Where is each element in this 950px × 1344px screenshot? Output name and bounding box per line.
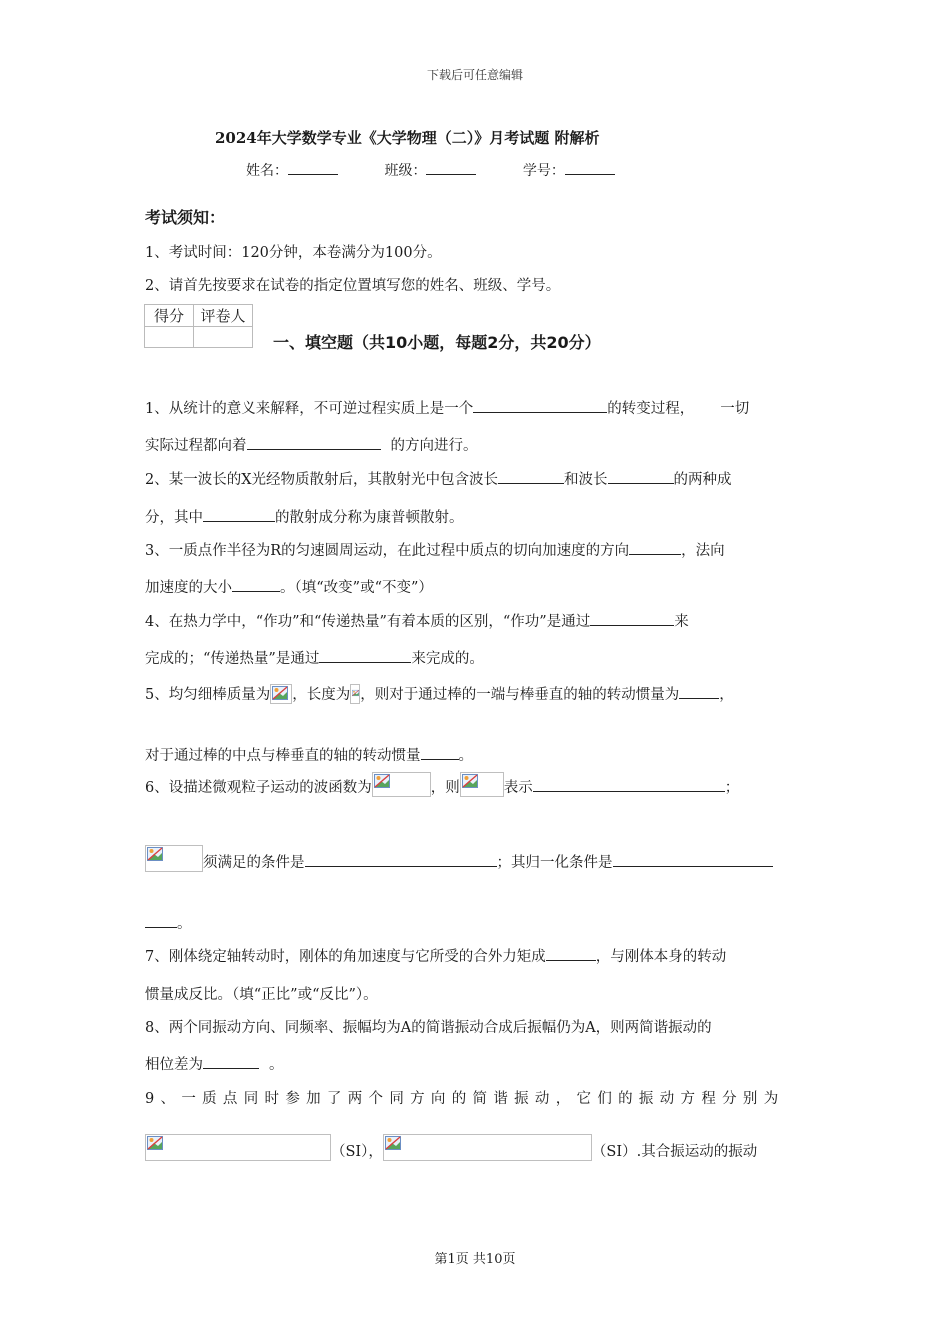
formula-image bbox=[460, 772, 504, 797]
question-1-line-2: 实际过程都向着 的方向进行。 bbox=[145, 438, 478, 454]
formula-image bbox=[145, 1134, 331, 1161]
answer-blank bbox=[546, 948, 596, 961]
answer-blank bbox=[533, 779, 725, 792]
notice-item: 1、考试时间：120分钟，本卷满分为100分。 bbox=[145, 245, 442, 261]
question-7-line-2: 惯量成反比。（填“正比”或“反比”）。 bbox=[145, 987, 378, 1003]
answer-blank bbox=[247, 437, 381, 450]
answer-blank bbox=[608, 471, 674, 484]
question-5-line-2: 对于通过棒的中点与棒垂直的轴的转动惯量 。 bbox=[145, 748, 473, 764]
answer-blank bbox=[145, 915, 177, 928]
answer-blank bbox=[203, 509, 275, 522]
question-6-line-3: 。 bbox=[145, 912, 192, 933]
score-header: 得分 bbox=[145, 305, 194, 327]
grader-header: 评卷人 bbox=[194, 305, 253, 327]
name-label: 姓名： bbox=[246, 163, 288, 179]
question-1-line-1: 1、从统计的意义来解释，不可逆过程实质上是一个 的转变过程， 一切 bbox=[145, 401, 750, 417]
header-note: 下载后可任意编辑 bbox=[426, 68, 523, 82]
name-blank bbox=[288, 162, 338, 175]
question-8-line-1: 8、两个同振动方向、同频率、振幅均为A的简谐振动合成后振幅仍为A，则两简谐振动的 bbox=[145, 1020, 712, 1036]
section-title: 一、填空题（共10小题，每题2分，共20分） bbox=[273, 333, 601, 352]
question-3-line-1: 3、一质点作半径为R的匀速圆周运动，在此过程中质点的切向加速度的方向 ，法向 bbox=[145, 543, 725, 559]
formula-image bbox=[270, 684, 292, 704]
question-9-line-1: 9、一质点同时参加了两个同方向的简谐振动，它们的振动方程分别为 bbox=[145, 1091, 785, 1107]
answer-blank bbox=[305, 854, 497, 867]
answer-blank bbox=[613, 854, 773, 867]
id-blank bbox=[565, 162, 615, 175]
question-7-line-1: 7、刚体绕定轴转动时，刚体的角加速度与它所受的合外力矩成 ，与刚体本身的转动 bbox=[145, 949, 727, 965]
page-footer: 第1页 共10页 bbox=[434, 1252, 516, 1267]
formula-image bbox=[383, 1134, 592, 1161]
question-6-line-1: 6、设描述微观粒子运动的波函数为 ，则 表示 ； bbox=[145, 772, 739, 797]
answer-blank bbox=[473, 400, 607, 413]
question-9-line-2: （SI）， （SI）.其合振运动的振动 bbox=[145, 1134, 757, 1161]
notice-heading: 考试须知： bbox=[145, 208, 226, 227]
formula-image bbox=[145, 845, 203, 872]
answer-blank bbox=[679, 686, 719, 699]
answer-blank bbox=[421, 747, 459, 760]
student-info bbox=[246, 160, 615, 180]
notice-item: 2、请首先按要求在试卷的指定位置填写您的姓名、班级、学号。 bbox=[145, 278, 561, 294]
question-8-line-2: 相位差为 。 bbox=[145, 1057, 284, 1073]
grader-cell bbox=[194, 327, 253, 348]
score-cell bbox=[145, 327, 194, 348]
class-label: 班级： bbox=[384, 163, 427, 179]
answer-blank bbox=[590, 613, 674, 626]
answer-blank bbox=[319, 650, 411, 663]
question-6-line-2: 须满足的条件是 ；其归一化条件是 bbox=[145, 845, 773, 872]
page-title: 2024年大学数学专业《大学物理（二）》月考试题 附解析 bbox=[215, 129, 600, 147]
question-4-line-1: 4、在热力学中，“作功”和“传递热量”有着本质的区别，“作功”是通过 来 bbox=[145, 614, 689, 630]
formula-image bbox=[350, 684, 360, 704]
question-3-line-2: 加速度的大小 。（填“改变”或“不变”） bbox=[145, 580, 433, 596]
question-2-line-2: 分，其中 的散射成分称为康普顿散射。 bbox=[145, 510, 464, 526]
id-label: 学号： bbox=[522, 163, 565, 179]
answer-blank bbox=[498, 471, 564, 484]
formula-image bbox=[372, 772, 431, 797]
question-2-line-1: 2、某一波长的X光经物质散射后，其散射光中包含波长 和波长 的两种成 bbox=[145, 472, 732, 488]
question-4-line-2: 完成的；“传递热量”是通过 来完成的。 bbox=[145, 651, 484, 667]
answer-blank bbox=[232, 579, 280, 592]
question-5-line-1: 5、均匀细棒质量为 ，长度为 ，则对于通过棒的一端与棒垂直的轴的转动惯量为 ， bbox=[145, 683, 734, 704]
class-blank bbox=[426, 162, 476, 175]
score-table bbox=[144, 304, 253, 348]
answer-blank bbox=[629, 542, 681, 555]
answer-blank bbox=[203, 1056, 259, 1069]
